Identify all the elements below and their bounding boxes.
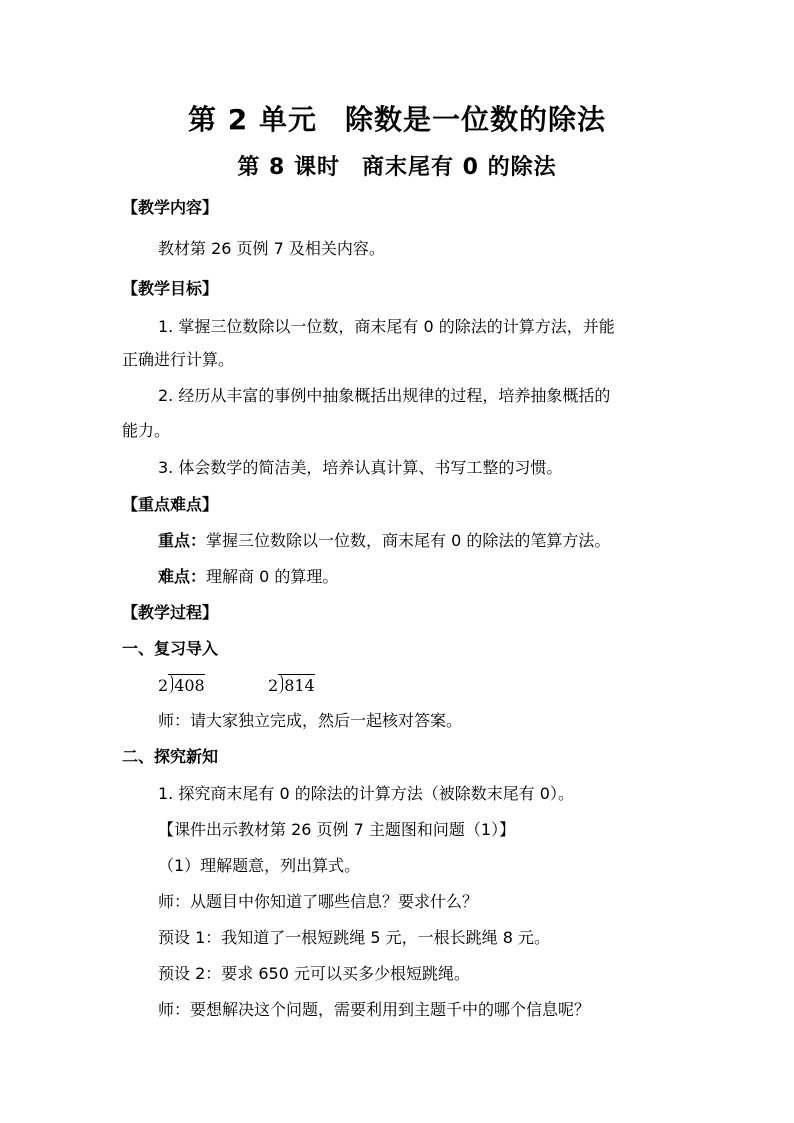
goal-1-line-1: 1. 掌握三位数除以一位数，商末尾有 0 的除法的计算方法，并能 [158, 317, 615, 336]
key-point-label: 重点： [158, 531, 207, 550]
step-1: 1. 探究商末尾有 0 的除法的计算方法（被除数末尾有 0）。 [158, 784, 574, 803]
lesson-name: 商末尾有 0 的除法 [362, 155, 557, 180]
goal-1-line-2: 正确进行计算。 [122, 350, 235, 369]
sub-step-1: （1）理解题意，列出算式。 [158, 856, 361, 875]
part-1-heading: 一、复习导入 [122, 639, 219, 658]
division-2-dividend: 814 [278, 674, 315, 695]
unit-name: 除数是一位数的除法 [344, 103, 606, 136]
division-1-divisor: 2 [158, 676, 169, 695]
goals-heading: 【教学目标】 [122, 279, 219, 298]
goal-2-line-2: 能力。 [122, 421, 171, 440]
key-point-line [158, 530, 610, 552]
teacher-question-2: 师：要想解决这个问题，需要利用到主题千中的哪个信息呢？ [158, 1000, 591, 1019]
unit-title [0, 98, 794, 138]
difficulty-label: 难点： [158, 567, 207, 586]
courseware-note: 【课件出示教材第 26 页例 7 主题图和问题（1）】 [158, 820, 516, 839]
division-2-divisor: 2 [268, 676, 279, 695]
preset-answer-1: 预设 1：我知道了一根短跳绳 5 元，一根长跳绳 8 元。 [158, 928, 550, 947]
preset-answer-2: 预设 2：要求 650 元可以买多少根短跳绳。 [158, 964, 470, 983]
key-points-heading: 【重点难点】 [122, 495, 219, 514]
lesson-title [0, 150, 794, 181]
part-2-heading: 二、探究新知 [122, 747, 219, 766]
review-teacher-line: 师：请大家独立完成，然后一起核对答案。 [158, 711, 463, 730]
goal-2-line-1: 2. 经历从丰富的事例中抽象概括出规律的过程，培养抽象概括的 [158, 386, 611, 405]
key-point-text: 掌握三位数除以一位数，商末尾有 0 的除法的笔算方法。 [206, 531, 611, 550]
content-heading: 【教学内容】 [122, 198, 219, 217]
difficulty-text: 理解商 0 的算理。 [206, 567, 339, 586]
difficulty-line [158, 566, 338, 588]
process-heading: 【教学过程】 [122, 603, 219, 622]
unit-number: 第 2 单元 [188, 103, 317, 136]
teacher-question-1: 师：从题目中你知道了哪些信息？要求什么？ [158, 892, 479, 911]
division-1-dividend: 408 [168, 674, 205, 695]
goal-3: 3. 体会数学的简洁美，培养认真计算、书写工整的习惯。 [158, 458, 563, 477]
lesson-number: 第 8 课时 [237, 155, 340, 180]
long-division-1 [158, 674, 205, 695]
long-division-2 [268, 674, 315, 695]
content-text: 教材第 26 页例 7 及相关内容。 [158, 239, 385, 258]
